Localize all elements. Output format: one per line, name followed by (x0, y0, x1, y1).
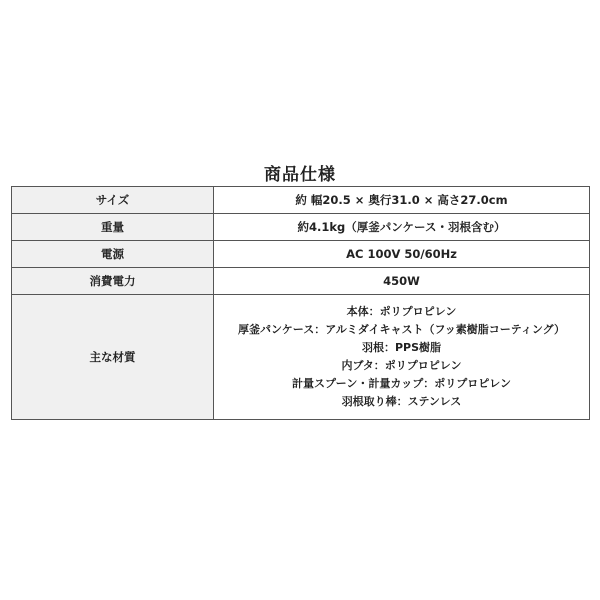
table-row-power-source (12, 241, 590, 268)
material-line-inner-lid: 内ブタ：ポリプロピレン (341, 359, 462, 372)
spec-table (11, 186, 590, 420)
row-label-power-consumption: 消費電力 (12, 268, 214, 295)
row-label-materials: 主な材質 (12, 295, 214, 420)
table-row-weight (12, 214, 590, 241)
row-label-power-source: 電源 (12, 241, 214, 268)
row-value-size: 約 幅20.5 × 奥行31.0 × 高さ27.0cm (214, 187, 590, 214)
material-line-pan-case: 厚釜パンケース：アルミダイキャスト（フッ素樹脂コーティング） (237, 323, 566, 336)
row-label-weight: 重量 (12, 214, 214, 241)
row-value-materials (214, 295, 590, 420)
material-line-blade: 羽根：PPS樹脂 (361, 341, 442, 354)
row-value-weight: 約4.1kg（厚釜パンケース・羽根含む） (214, 214, 590, 241)
material-line-blade-remover: 羽根取り棒：ステンレス (341, 395, 462, 408)
material-line-body: 本体：ポリプロピレン (346, 305, 457, 318)
material-line-measuring-tools: 計量スプーン・計量カップ：ポリプロピレン (291, 377, 512, 390)
table-row-materials (12, 295, 590, 420)
table-row-power-consumption (12, 268, 590, 295)
row-value-power-source: AC 100V 50/60Hz (214, 241, 590, 268)
row-value-power-consumption: 450W (214, 268, 590, 295)
row-label-size: サイズ (12, 187, 214, 214)
table-row-size (12, 187, 590, 214)
page-title: 商品仕様 (264, 165, 336, 185)
